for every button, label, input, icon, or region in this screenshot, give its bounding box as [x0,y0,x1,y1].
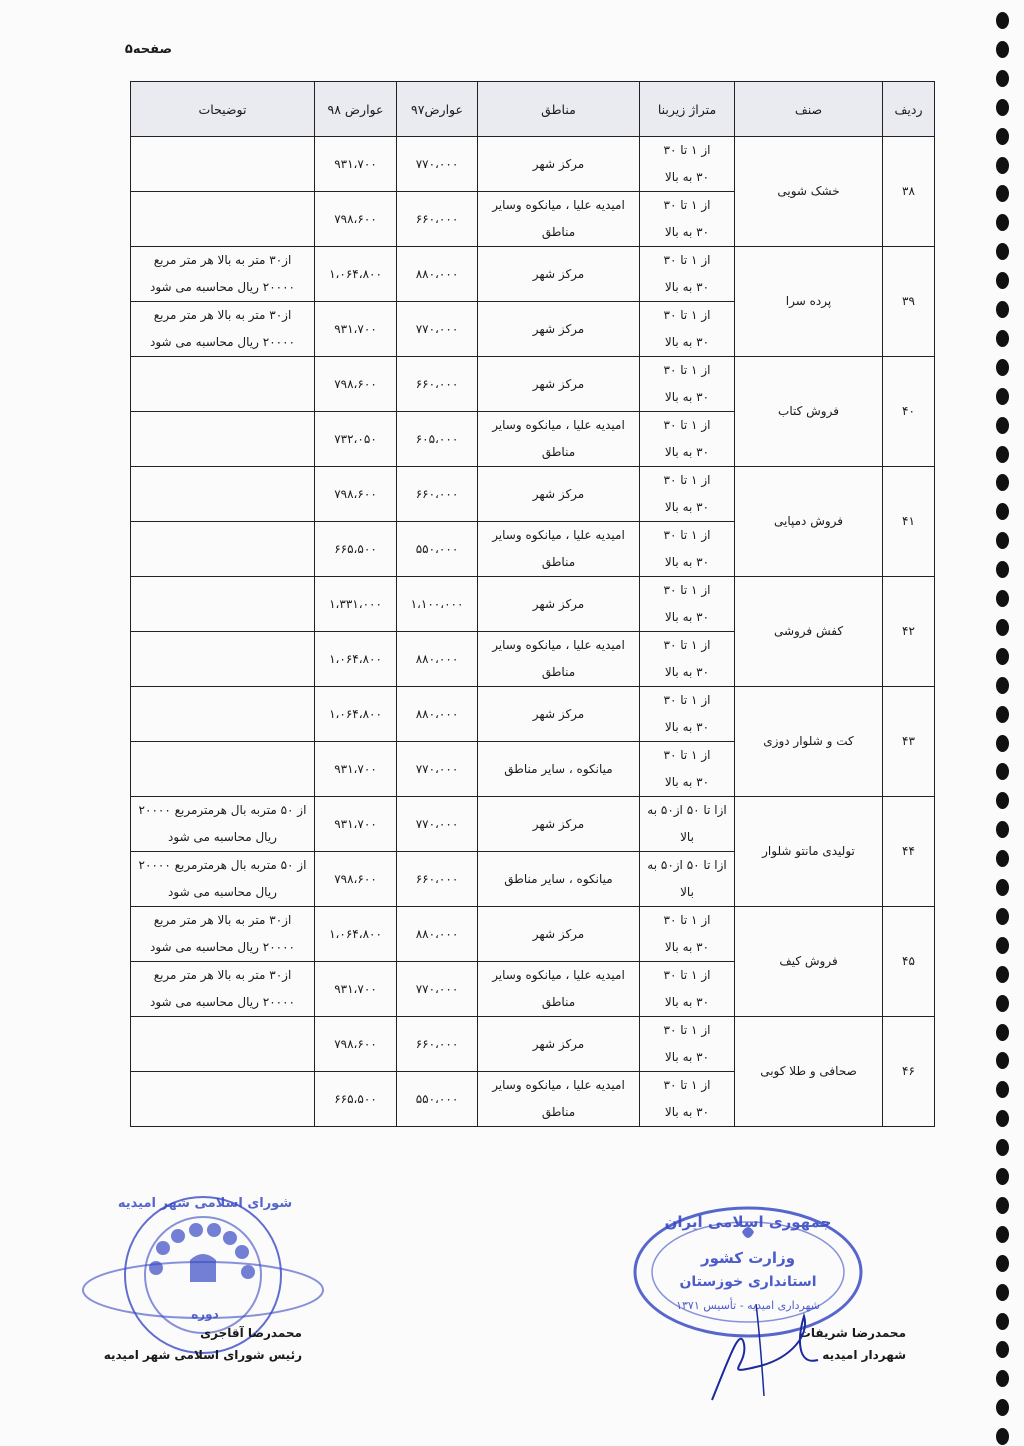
region-line: مرکز شهر [532,816,585,831]
page-number: صفحه۵ [124,42,172,57]
area-cell [640,687,735,742]
binding-hole [996,99,1009,116]
council-head-signature-block [104,1322,302,1366]
notes-cell [131,137,315,192]
table-row [131,467,935,522]
binding-hole [996,1428,1009,1445]
fee97-cell: ۶۶۰،۰۰۰ [397,357,478,412]
notes-cell [131,907,315,962]
area-line: ازا تا ۵۰ از۵۰ به [647,858,727,872]
fee98-cell: ۱،۰۶۴،۸۰۰ [315,907,397,962]
table-row [131,907,935,962]
region-line: مرکز شهر [532,321,585,336]
notes-cell [131,1072,315,1127]
binding-hole [996,1197,1009,1214]
header-fee97: عوارض۹۷ [397,82,478,137]
category-cell: فروش دمپایی [735,467,883,577]
region-cell [478,137,640,192]
mayor-handwritten-signature [700,1296,830,1406]
binding-hole [996,706,1009,723]
notes-cell [131,357,315,412]
notes-cell [131,1017,315,1072]
area-line: از ۱ تا ۳۰ [663,748,711,762]
region-line: میانکوه ، سایر مناطق [504,761,613,776]
notes-line: ۲۰۰۰۰ ریال محاسبه می شود [150,940,295,954]
region-line: مرکز شهر [532,1036,585,1051]
table-header-row [131,82,935,137]
binding-hole [996,532,1009,549]
area-line: از ۱ تا ۳۰ [663,583,711,597]
notes-line: از۳۰ متر به بالا هر متر مربع [153,253,292,267]
region-line: امیدیه علیا ، میانکوه وسایر [492,968,625,982]
fee98-cell: ۹۳۱،۷۰۰ [315,962,397,1017]
area-line: ۳۰ به بالا [664,170,710,184]
region-line: مناطق [541,995,576,1009]
binding-hole [996,821,1009,838]
binding-hole [996,1255,1009,1272]
fee98-cell: ۷۹۸،۶۰۰ [315,467,397,522]
region-line: مناطق [541,665,576,679]
ministry-seal-line-3: شهرداری امیدیه - تأسیس ۱۳۷۱ [676,1299,820,1312]
region-cell [478,852,640,907]
area-cell [640,467,735,522]
fee97-cell: ۷۷۰،۰۰۰ [397,137,478,192]
header-row-no: ردیف [883,82,935,137]
region-cell [478,742,640,797]
area-line: ۳۰ به بالا [664,775,710,789]
binding-hole [996,1052,1009,1069]
fee98-cell: ۷۹۸،۶۰۰ [315,357,397,412]
council-seal-line: دوره [191,1307,219,1321]
binding-hole [996,243,1009,260]
row-number: ۴۰ [883,357,935,467]
fee97-cell: ۷۷۰،۰۰۰ [397,797,478,852]
notes-line: از ۵۰ متربه بال هرمترمربع ۲۰۰۰۰ [138,858,307,872]
row-number: ۴۶ [883,1017,935,1127]
area-cell [640,137,735,192]
ministry-seal-line-2: استانداری خوزستان [679,1274,817,1290]
ministry-seal-line-1: وزارت کشور [700,1249,796,1267]
binding-hole [996,561,1009,578]
fee97-cell: ۶۶۰،۰۰۰ [397,1017,478,1072]
area-line: از ۱ تا ۳۰ [663,913,711,927]
category-cell: خشک شویی [735,137,883,247]
notes-cell [131,962,315,1017]
binding-hole [996,301,1009,318]
binding-hole [996,1341,1009,1358]
area-line: ۳۰ به بالا [664,225,710,239]
fee98-cell: ۱،۳۳۱،۰۰۰ [315,577,397,632]
binding-hole [996,763,1009,780]
fee98-cell: ۱،۰۶۴،۸۰۰ [315,632,397,687]
region-line: مرکز شهر [532,706,585,721]
notes-cell [131,302,315,357]
binding-hole [996,128,1009,145]
fee-table [130,81,935,1127]
region-cell [478,522,640,577]
fee97-cell: ۵۵۰،۰۰۰ [397,1072,478,1127]
fee97-cell: ۶۶۰،۰۰۰ [397,192,478,247]
table-row [131,137,935,192]
binding-hole [996,1284,1009,1301]
binding-hole [996,792,1009,809]
table-row [131,687,935,742]
area-line: از ۱ تا ۳۰ [663,1078,711,1092]
header-region: مناطق [478,82,640,137]
header-category: صنف [735,82,883,137]
area-cell [640,302,735,357]
binding-hole [996,1110,1009,1127]
region-line: مناطق [541,445,576,459]
category-cell: کت و شلوار دوزی [735,687,883,797]
binding-hole [996,1370,1009,1387]
binding-hole [996,937,1009,954]
area-line: ۳۰ به بالا [664,940,710,954]
area-cell [640,852,735,907]
binding-hole [996,1168,1009,1185]
area-line: ۳۰ به بالا [664,280,710,294]
fee98-cell: ۷۳۲،۰۵۰ [315,412,397,467]
region-line: امیدیه علیا ، میانکوه وسایر [492,418,625,432]
fee97-cell: ۸۸۰،۰۰۰ [397,632,478,687]
area-line: ۳۰ به بالا [664,555,710,569]
row-number: ۳۹ [883,247,935,357]
area-line: از ۱ تا ۳۰ [663,693,711,707]
region-cell [478,632,640,687]
region-cell [478,797,640,852]
category-cell: کفش فروشی [735,577,883,687]
binding-hole [996,214,1009,231]
row-number: ۴۳ [883,687,935,797]
area-line: ۳۰ به بالا [664,335,710,349]
notes-line: از ۵۰ متربه بال هرمترمربع ۲۰۰۰۰ [138,803,307,817]
binding-hole [996,879,1009,896]
notes-cell [131,247,315,302]
binding-hole [996,446,1009,463]
fee97-cell: ۵۵۰،۰۰۰ [397,522,478,577]
binding-hole [996,12,1009,29]
fee97-cell: ۸۸۰،۰۰۰ [397,907,478,962]
region-cell [478,247,640,302]
region-line: مناطق [541,555,576,569]
region-cell [478,962,640,1017]
mayor-title: شهردار امیدیه [822,1348,906,1362]
fee97-cell: ۸۸۰،۰۰۰ [397,687,478,742]
area-cell [640,797,735,852]
table-row [131,247,935,302]
ministry-seal-title: جمهوری اسلامی ایران [664,1213,832,1231]
row-number: ۴۱ [883,467,935,577]
category-cell: فروش کیف [735,907,883,1017]
council-seal-title: شورای اسلامی شهر امیدیه [117,1196,293,1211]
region-line: مرکز شهر [532,596,585,611]
fee97-cell: ۱،۱۰۰،۰۰۰ [397,577,478,632]
notes-line: ۲۰۰۰۰ ریال محاسبه می شود [150,280,295,294]
notes-line: ۲۰۰۰۰ ریال محاسبه می شود [150,335,295,349]
notes-line: از۳۰ متر به بالا هر متر مربع [153,968,292,982]
region-line: امیدیه علیا ، میانکوه وسایر [492,638,625,652]
table-row [131,797,935,852]
fee98-cell: ۷۹۸،۶۰۰ [315,1017,397,1072]
binding-hole [996,1024,1009,1041]
fee98-cell: ۱،۰۶۴،۸۰۰ [315,687,397,742]
fee97-cell: ۶۶۰،۰۰۰ [397,852,478,907]
fee98-cell: ۶۶۵،۵۰۰ [315,522,397,577]
row-number: ۴۴ [883,797,935,907]
area-line: از ۱ تا ۳۰ [663,198,711,212]
fee98-cell: ۷۹۸،۶۰۰ [315,852,397,907]
table-row [131,1017,935,1072]
region-cell [478,467,640,522]
category-cell: پرده سرا [735,247,883,357]
notes-cell [131,522,315,577]
mayor-name: محمدرضا شریفات [798,1326,906,1340]
region-line: مرکز شهر [532,926,585,941]
binding-hole [996,1399,1009,1416]
binding-hole [996,70,1009,87]
area-cell [640,907,735,962]
binding-hole [996,995,1009,1012]
fee98-cell: ۷۹۸،۶۰۰ [315,192,397,247]
area-line: از ۱ تا ۳۰ [663,528,711,542]
notes-line: از۳۰ متر به بالا هر متر مربع [153,308,292,322]
notes-cell [131,412,315,467]
binding-hole [996,590,1009,607]
binding-hole [996,908,1009,925]
area-line: ۳۰ به بالا [664,390,710,404]
binding-hole [996,677,1009,694]
council-head-title: رئیس شورای اسلامی شهر امیدیه [103,1348,302,1362]
fee98-cell: ۶۶۵،۵۰۰ [315,1072,397,1127]
category-cell: فروش کتاب [735,357,883,467]
notes-cell [131,852,315,907]
area-line: بالا [680,885,694,899]
binding-hole [996,474,1009,491]
header-area: متراژ زیربنا [640,82,735,137]
area-line: از ۱ تا ۳۰ [663,418,711,432]
region-line: امیدیه علیا ، میانکوه وسایر [492,198,625,212]
region-cell [478,357,640,412]
fee97-cell: ۶۶۰،۰۰۰ [397,467,478,522]
notes-line: ریال محاسبه می شود [168,830,277,844]
area-cell [640,1017,735,1072]
area-line: ۳۰ به بالا [664,665,710,679]
area-cell [640,962,735,1017]
notes-cell [131,632,315,687]
region-cell [478,907,640,962]
area-cell [640,632,735,687]
area-line: از ۱ تا ۳۰ [663,253,711,267]
region-cell [478,687,640,742]
notes-cell [131,687,315,742]
binding-hole [996,1081,1009,1098]
header-notes: توضیحات [131,82,315,137]
spiral-binding [992,4,1014,1444]
binding-hole [996,1139,1009,1156]
area-cell [640,247,735,302]
area-cell [640,577,735,632]
area-line: ۳۰ به بالا [664,500,710,514]
area-line: ۳۰ به بالا [664,445,710,459]
region-line: مرکز شهر [532,376,585,391]
area-cell [640,357,735,412]
binding-hole [996,735,1009,752]
region-cell [478,1017,640,1072]
area-line: از ۱ تا ۳۰ [663,308,711,322]
binding-hole [996,359,1009,376]
binding-hole [996,648,1009,665]
row-number: ۴۵ [883,907,935,1017]
fee98-cell: ۹۳۱،۷۰۰ [315,137,397,192]
area-line: ۳۰ به بالا [664,1105,710,1119]
region-line: مناطق [541,1105,576,1119]
area-line: از ۱ تا ۳۰ [663,638,711,652]
fee97-cell: ۷۷۰،۰۰۰ [397,302,478,357]
area-line: از ۱ تا ۳۰ [663,473,711,487]
area-line: ازا تا ۵۰ از۵۰ به [647,803,727,817]
region-line: مرکز شهر [532,486,585,501]
binding-hole [996,41,1009,58]
area-line: ۳۰ به بالا [664,995,710,1009]
region-line: میانکوه ، سایر مناطق [504,871,613,886]
fee98-cell: ۱،۰۶۴،۸۰۰ [315,247,397,302]
fee98-cell: ۹۳۱،۷۰۰ [315,302,397,357]
area-cell [640,522,735,577]
notes-line: ۲۰۰۰۰ ریال محاسبه می شود [150,995,295,1009]
binding-hole [996,966,1009,983]
area-cell [640,192,735,247]
binding-hole [996,388,1009,405]
binding-hole [996,272,1009,289]
binding-hole [996,850,1009,867]
fee97-cell: ۷۷۰،۰۰۰ [397,962,478,1017]
region-line: مرکز شهر [532,156,585,171]
area-line: ۳۰ به بالا [664,720,710,734]
area-cell [640,412,735,467]
binding-hole [996,1226,1009,1243]
row-number: ۳۸ [883,137,935,247]
fee97-cell: ۶۰۵،۰۰۰ [397,412,478,467]
area-line: ۳۰ به بالا [664,610,710,624]
row-number: ۴۲ [883,577,935,687]
area-line: از ۱ تا ۳۰ [663,1023,711,1037]
fee97-cell: ۸۸۰،۰۰۰ [397,247,478,302]
table-row [131,357,935,412]
region-cell [478,1072,640,1127]
binding-hole [996,417,1009,434]
region-line: مناطق [541,225,576,239]
binding-hole [996,330,1009,347]
region-cell [478,577,640,632]
notes-cell [131,577,315,632]
category-cell: تولیدی مانتو شلوار [735,797,883,907]
binding-hole [996,157,1009,174]
area-cell [640,1072,735,1127]
area-line: از ۱ تا ۳۰ [663,143,711,157]
notes-cell [131,742,315,797]
fee97-cell: ۷۷۰،۰۰۰ [397,742,478,797]
binding-hole [996,1313,1009,1330]
notes-line: از۳۰ متر به بالا هر متر مربع [153,913,292,927]
region-line: مرکز شهر [532,266,585,281]
fee98-cell: ۹۳۱،۷۰۰ [315,742,397,797]
region-line: امیدیه علیا ، میانکوه وسایر [492,1078,625,1092]
area-line: از ۱ تا ۳۰ [663,968,711,982]
fee98-cell: ۹۳۱،۷۰۰ [315,797,397,852]
region-cell [478,192,640,247]
area-line: از ۱ تا ۳۰ [663,363,711,377]
region-cell [478,412,640,467]
binding-hole [996,619,1009,636]
category-cell: صحافی و طلا کوبی [735,1017,883,1127]
area-line: بالا [680,830,694,844]
region-cell [478,302,640,357]
header-fee98: عوارض ۹۸ [315,82,397,137]
notes-cell [131,467,315,522]
council-head-name: محمدرضا آقاجری [200,1326,302,1340]
notes-cell [131,797,315,852]
binding-hole [996,503,1009,520]
area-line: ۳۰ به بالا [664,1050,710,1064]
notes-line: ریال محاسبه می شود [168,885,277,899]
notes-cell [131,192,315,247]
region-line: امیدیه علیا ، میانکوه وسایر [492,528,625,542]
area-cell [640,742,735,797]
table-row [131,577,935,632]
binding-hole [996,185,1009,202]
